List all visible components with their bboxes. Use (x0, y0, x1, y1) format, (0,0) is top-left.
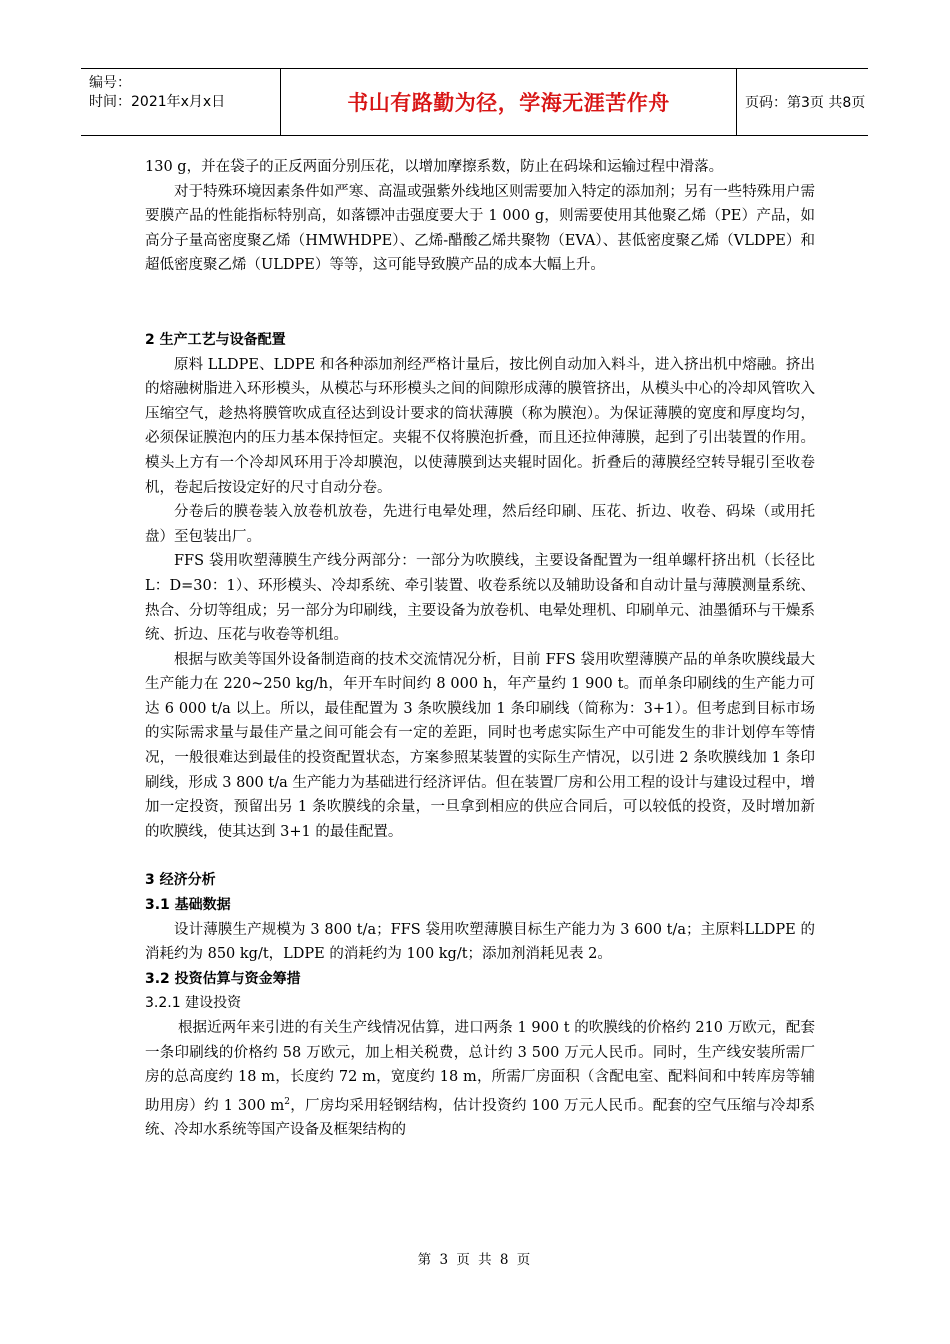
spacer (145, 844, 815, 868)
page-footer: 第 3 页 共 8 页 (417, 1252, 533, 1268)
page-label: 页码：第3页 共8页 (745, 95, 866, 111)
subsubsection-heading: 3.2.1 建设投资 (145, 995, 242, 1012)
paragraph: 130 g，并在袋子的正反两面分别压花，以增加摩擦系数，防止在码垛和运输过程中滑落。 (145, 159, 724, 175)
number-label: 编号： (89, 75, 131, 91)
paragraph-text: ，厂房均采用轻钢结构，估计投资约 100 万元人民币。配套的空气压缩与冷却系统、冷却水系统等国产设备及框架结构的 (145, 1097, 815, 1139)
header-motto: 书山有路勤为径，学海无涯苦作舟 (347, 91, 670, 115)
superscript: 2 (284, 1096, 290, 1107)
paragraph: 设计薄膜生产规模为 3 800 t/a；FFS 袋用吹塑薄膜目标生产能力为 3 600 t/a；主原料LLDPE 的消耗约为 850 kg/t，LDPE 的消耗约为 100 kg/t；添加剂消耗见表 2。 (145, 921, 815, 963)
subsection-heading: 3.1 基础数据 (145, 897, 231, 914)
paragraph: FFS 袋用吹塑薄膜生产线分两部分：一部分为吹膜线，主要设备配置为一组单螺杆挤出机（长径比 L：D=30：1）、环形模头、冷却系统、牵引装置、收卷系统以及辅助设备和自动计量与薄膜测量系统、热合、分切等组成；另一部分为印刷线，主要设备为放卷机、电晕处理机、印刷单元、油墨循环与干燥系统、折边、压花与收卷等机组。 (145, 553, 815, 644)
header-table (81, 68, 868, 136)
spacer (145, 278, 815, 328)
subsection-heading: 3.2 投资估算与资金筹措 (145, 970, 301, 987)
paragraph: 原料 LLDPE、LDPE 和各种添加剂经严格计量后，按比例自动加入料斗，进入挤出机中熔融。挤出的熔融树脂进入环形模头，从模芯与环形模头之间的间隙形成薄的膜管挤出，从模头中心的冷却风管吹入压缩空气，趁热将膜管吹成直径达到设计要求的筒状薄膜（称为膜泡）。为保证薄膜的宽度和厚度均匀，必须保证膜泡内的压力基本保持恒定。夹辊不仅将膜泡折叠，而且还拉伸薄膜，起到了引出装置的作用。模头上方有一个冷却风环用于冷却膜泡，以使薄膜到达夹辊时固化。折叠后的薄膜经空转导辊引至收卷机，卷起后按设定好的尺寸自动分卷。 (145, 356, 815, 496)
document-body (145, 155, 815, 1143)
paragraph: 对于特殊环境因素条件如严寒、高温或强紫外线地区则需要加入特定的添加剂；另有一些特殊用户需要膜产品的性能指标特别高，如落镖冲击强度要大于 1 000 g，则需要使用其他聚乙烯（PE）产品，如高分子量高密度聚乙烯（HMWHDPE）、乙烯-醋酸乙烯共聚物（EVA）、甚低密度聚乙烯（VLDPE）和超低密度聚乙烯（ULDPE）等等，这可能导致膜产品的成本大幅上升。 (145, 183, 815, 274)
header-meta (81, 69, 280, 135)
paragraph-text: 根据近两年来引进的有关生产线情况估算，进口两条 1 900 t 的吹膜线的价格约 210 万欧元，配套一条印刷线的价格约 58 万欧元，加上相关税费，总计约 3 500 万元人民币。同时，生产线安装所需厂房的总高度约 18 m，长度约 72 m，宽度约 18 m，所需厂房面积（含配电室、配料间和中转库房等辅助用房）约 1 300 m (145, 1020, 815, 1114)
paragraph: 根据与欧美等国外设备制造商的技术交流情况分析，目前 FFS 袋用吹塑薄膜产品的单条吹膜线最大生产能力在 220~250 kg/h，年开车时间约 8 000 h，年产量约 1 900 t。而单条印刷线的生产能力可达 6 000 t/a 以上。所以，最佳配置为 3 条吹膜线加 1 条印刷线（简称为：3+1）。但考虑到目标市场的实际需求量与最佳产量之间可能会有一定的差距，同时也考虑实际生产中可能发生的非计划停车等情况，一般很难达到最佳的投资配置状态，方案参照某装置的实际生产情况，以引进 2 条吹膜线加 1 条印刷线，形成 3 800 t/a 生产能力为基础进行经济评估。但在装置厂房和公用工程的设计与建设过程中，增加一定投资，预留出另 1 条吹膜线的余量，一旦拿到相应的供应合同后，可以较低的投资，及时增加新的吹膜线，使其达到 3+1 的最佳配置。 (145, 651, 815, 840)
paragraph: 分卷后的膜卷装入放卷机放卷，先进行电晕处理，然后经印刷、压花、折边、收卷、码垛（或用托盘）至包装出厂。 (145, 504, 815, 545)
section-heading: 2 生产工艺与设备配置 (145, 331, 286, 348)
paragraph (145, 1016, 815, 1143)
date-label: 时间：2021年x月x日 (89, 94, 226, 110)
section-heading: 3 经济分析 (145, 872, 216, 889)
